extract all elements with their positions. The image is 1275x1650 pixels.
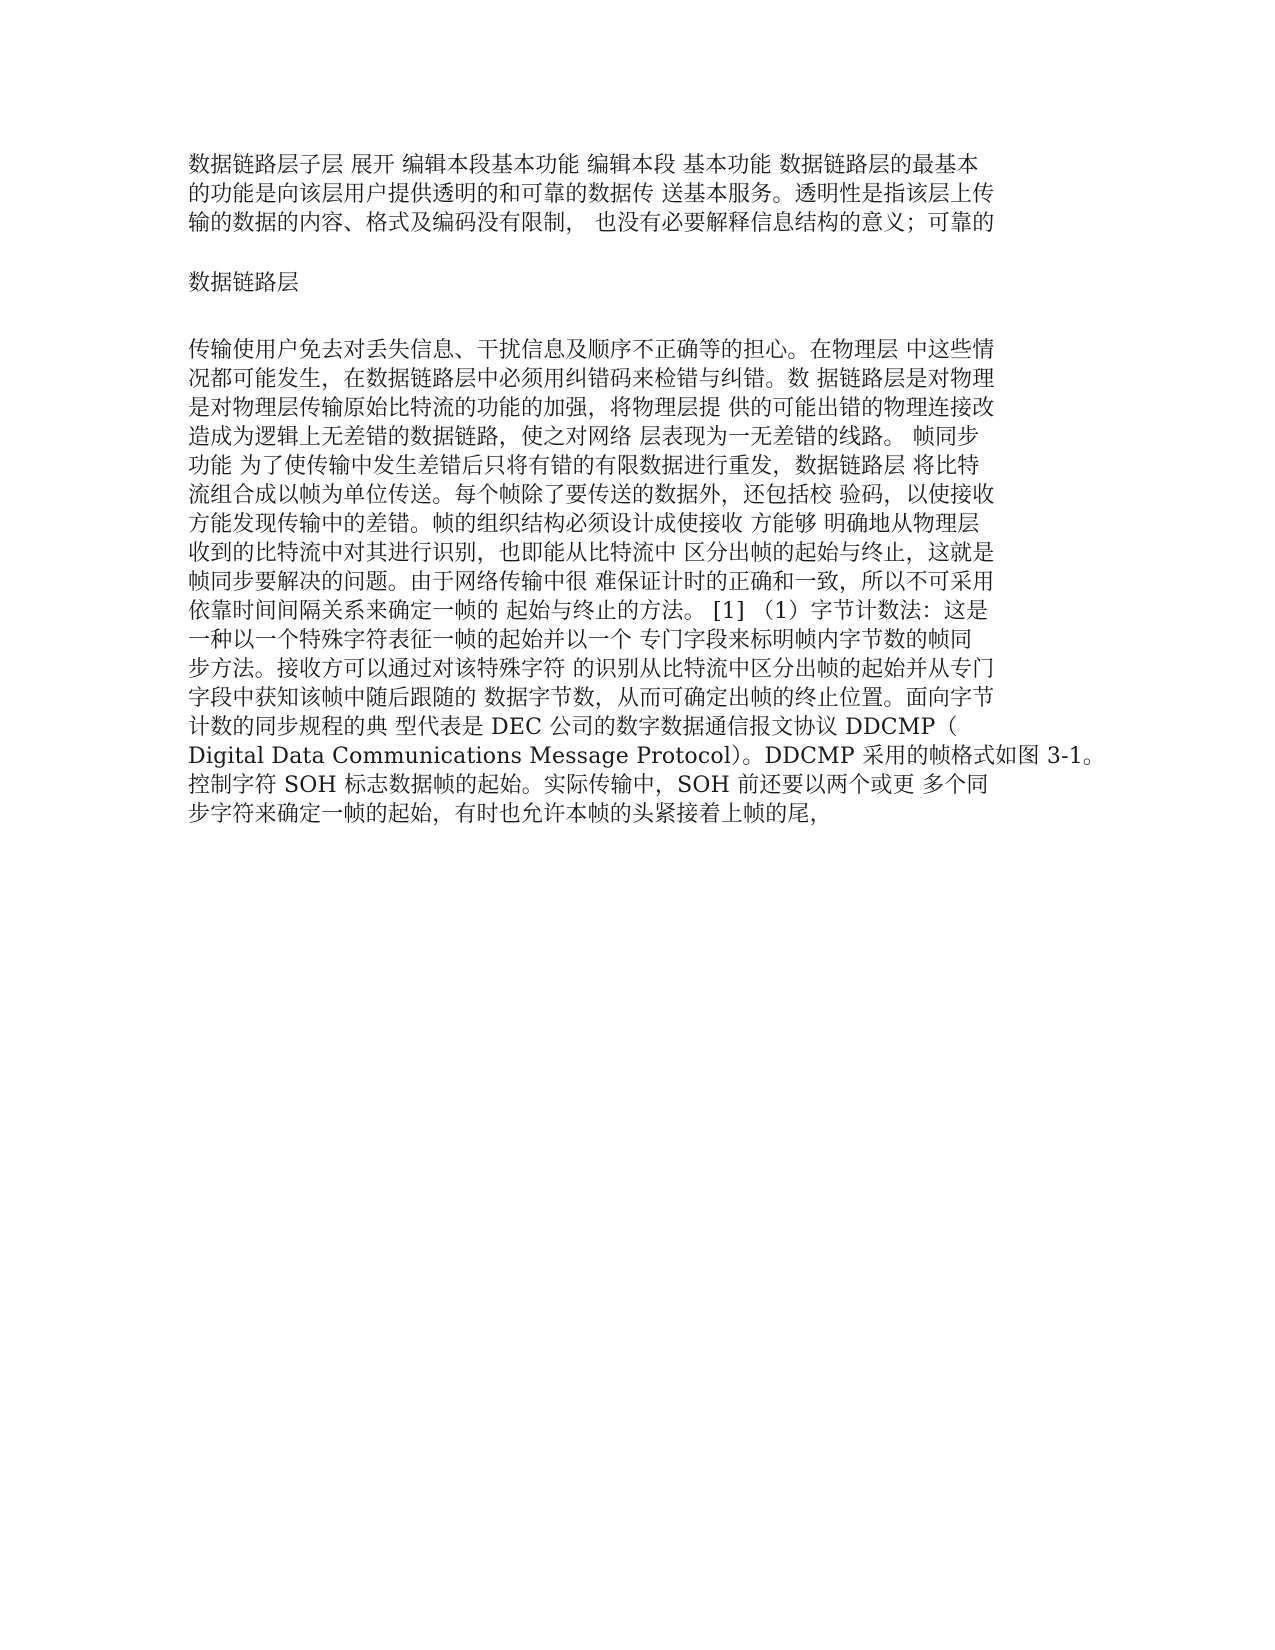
text-line: 一种以一个特殊字符表征一帧的起始并以一个 专门字段来标明帧内字节数的帧同: [188, 628, 973, 653]
text-line: Digital Data Communications Message Protocol）。DDCMP 采用的帧格式如图 3-1。: [188, 744, 1106, 769]
text-line: 帧同步要解决的问题。由于网络传输中很 难保证计时的正确和一致，所以不可采用: [188, 570, 995, 595]
text-line: 依靠时间间隔关系来确定一帧的 起始与终止的方法。 [1] （1）字节计数法：这是: [188, 599, 989, 624]
text-line: 数据链路层子层 展开 编辑本段基本功能 编辑本段 基本功能 数据链路层的最基本: [188, 153, 979, 178]
paragraph-intro: [188, 151, 1108, 238]
text-line: 收到的比特流中对其进行识别，也即能从比特流中 区分出帧的起始与终止，这就是: [188, 541, 995, 566]
text-line: 是对物理层传输原始比特流的功能的加强，将物理层提 供的可能出错的物理连接改: [188, 396, 995, 421]
text-line: 功能 为了使传输中发生差错后只将有错的有限数据进行重发，数据链路层 将比特: [188, 454, 980, 479]
section-heading: [188, 269, 1108, 298]
text-line: 步方法。接收方可以通过对该特殊字符 的识别从比特流中区分出帧的起始并从专门: [188, 657, 995, 682]
text-line: 输的数据的内容、格式及编码没有限制， 也没有必要解释信息结构的意义；可靠的: [188, 211, 995, 236]
text-line: 控制字符 SOH 标志数据帧的起始。实际传输中，SOH 前还要以两个或更 多个同: [188, 773, 989, 798]
text-line: 步字符来确定一帧的起始，有时也允许本帧的头紧接着上帧的尾，: [188, 802, 832, 827]
text-line: 方能发现传输中的差错。帧的组织结构必须设计成使接收 方能够 明确地从物理层: [188, 512, 980, 537]
text-line: 流组合成以帧为单位传送。每个帧除了要传送的数据外，还包括校 验码，以使接收: [188, 483, 995, 508]
text-line: 况都可能发生，在数据链路层中必须用纠错码来检错与纠错。数 据链路层是对物理: [188, 367, 995, 392]
text-line: 字段中获知该帧中随后跟随的 数据字节数，从而可确定出帧的终止位置。面向字节: [188, 686, 995, 711]
heading-text: 数据链路层: [188, 271, 300, 296]
text-line: 传输使用户免去对丢失信息、干扰信息及顺序不正确等的担心。在物理层 中这些情: [188, 338, 995, 363]
text-line: 造成为逻辑上无差错的数据链路，使之对网络 层表现为一无差错的线路。 帧同步: [188, 425, 980, 450]
paragraph-body: [188, 336, 1108, 829]
text-line: 计数的同步规程的典 型代表是 DEC 公司的数字数据通信报文协议 DDCMP（: [188, 715, 958, 740]
text-line: 的功能是向该层用户提供透明的和可靠的数据传 送基本服务。透明性是指该层上传: [188, 182, 995, 207]
